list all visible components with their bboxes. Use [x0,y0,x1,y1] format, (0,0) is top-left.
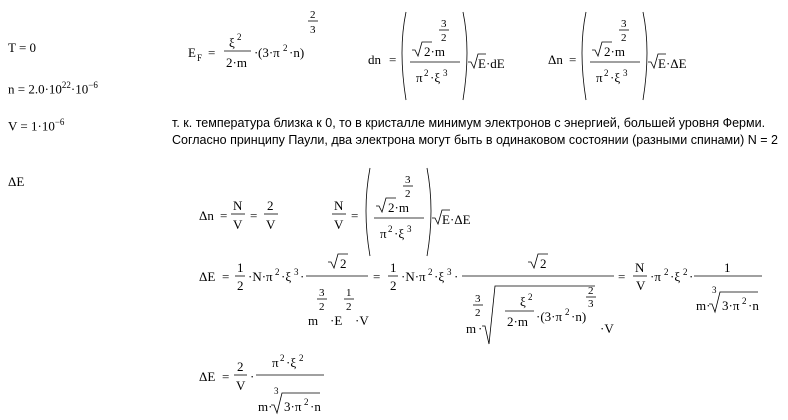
svg-text:2: 2 [390,278,397,293]
svg-text:=: = [569,52,577,67]
svg-text:2: 2 [237,32,242,42]
svg-text:·N·π: ·N·π [401,269,426,284]
svg-text:ΔE: ΔE [199,369,216,384]
svg-text:V: V [233,217,243,232]
svg-text:1: 1 [237,260,244,275]
svg-text:2: 2 [237,359,244,374]
volume-def: $V = 1\cdot 10^{-6}$ [8,117,65,134]
svg-text:=: = [373,269,381,284]
svg-text:3: 3 [588,298,594,310]
svg-text:2: 2 [275,267,280,277]
svg-text:V: V [236,378,246,393]
svg-text:2: 2 [528,292,533,302]
svg-text:=: = [250,208,258,223]
svg-text:ξ: ξ [229,35,235,50]
svg-text:2: 2 [340,256,347,271]
svg-text:·ξ: ·ξ [286,355,297,370]
svg-text:E·ΔE: E·ΔE [442,212,471,227]
svg-text:·n): ·n) [571,309,587,324]
svg-text:2: 2 [319,301,325,313]
svg-text:2: 2 [237,278,244,293]
svg-text:·ξ: ·ξ [430,70,441,85]
svg-text:Δn: Δn [548,52,563,67]
svg-text:=: = [208,45,216,60]
svg-text:2·m: 2·m [604,44,625,59]
svg-text:N: N [233,198,243,213]
svg-text:2: 2 [283,43,288,53]
svg-text:E·ΔE: E·ΔE [658,56,687,71]
svg-text:m: m [466,321,477,336]
svg-text:2: 2 [742,296,747,306]
svg-text:·π: ·π [650,269,661,284]
svg-text:2: 2 [405,188,411,200]
svg-text:·n: ·n [310,399,321,414]
svg-text:3: 3 [475,293,481,305]
svg-text:V: V [334,217,344,232]
svg-text:2: 2 [346,301,352,313]
svg-text:3: 3 [443,68,448,78]
svg-text:V: V [636,278,646,293]
svg-text:2·m: 2·m [388,200,409,215]
svg-text:N: N [635,260,645,275]
svg-text:1: 1 [346,287,352,299]
svg-text:2: 2 [683,267,688,277]
svg-text:3·π: 3·π [284,399,302,414]
svg-text:2: 2 [621,32,627,44]
svg-text:dn: dn [368,52,381,67]
svg-text:F: F [197,53,203,63]
svg-text:3: 3 [441,18,447,30]
svg-text:·: · [689,269,694,284]
svg-text:·: · [250,369,255,384]
svg-text:=: = [389,52,397,67]
explanation-text: т. к. температура близка к 0, то в кристалле минимум электронов с энергией, большей уровня Ферми. Согласно принципу Паули, два электрона могут быть в одинаковом состоянии (разными спинами) N = 2 [172,116,778,147]
concentration-def: $n = 2.0\cdot 10^{22}\cdot 10^{-6}$ [8,80,98,97]
svg-text:2: 2 [475,307,481,319]
svg-text:2: 2 [664,267,669,277]
svg-text:N: N [334,198,344,213]
svg-text:(3·π: (3·π [258,45,280,60]
fermi-energy-formula [188,9,318,70]
svg-text:3: 3 [407,224,412,234]
svg-text:3: 3 [294,267,299,277]
svg-text:3: 3 [319,287,325,299]
svg-text:·ξ: ·ξ [281,269,292,284]
svg-text:·N·π: ·N·π [248,269,273,284]
svg-text:2: 2 [604,68,609,78]
svg-text:·(3·π: ·(3·π [536,309,563,324]
svg-text:2: 2 [388,224,393,234]
svg-text:1: 1 [724,260,731,275]
svg-text:π: π [596,70,603,85]
svg-text:3: 3 [621,18,627,30]
svg-text:2: 2 [565,307,570,317]
svg-text:=: = [222,269,230,284]
svg-text:·: · [454,269,459,284]
svg-text:π: π [380,226,387,241]
svg-text:=: = [220,208,228,223]
svg-text:2: 2 [304,397,309,407]
svg-text:E·dE: E·dE [478,56,505,71]
svg-text:·: · [478,321,483,336]
svg-text:m: m [308,313,319,328]
svg-text:2: 2 [267,198,274,213]
temperature-def: T = 0 [8,40,37,55]
svg-text:ξ: ξ [520,294,526,309]
svg-text:·V: ·V [355,313,369,328]
delta-n-formula-top [548,12,687,100]
svg-text:2: 2 [441,32,447,44]
svg-text:2·m: 2·m [424,44,445,59]
svg-text:2: 2 [280,353,285,363]
svg-text:π: π [272,355,279,370]
svg-text:·: · [300,269,305,284]
svg-text:·n): ·n) [289,45,305,60]
svg-text:2: 2 [588,285,594,297]
delta-n-ratio [199,198,278,232]
svg-text:3·π: 3·π [722,298,740,313]
svg-text:·: · [254,45,259,60]
svg-text:ΔE: ΔE [199,269,216,284]
svg-text:3: 3 [712,285,717,295]
svg-text:=: = [351,208,359,223]
svg-text:Δn: Δn [199,208,214,223]
svg-text:2·m: 2·m [507,314,528,329]
delta-e-derivation [199,254,762,344]
svg-text:2·m: 2·m [226,55,247,70]
svg-text:m·: m· [696,298,711,313]
svg-text:·n: ·n [748,298,759,313]
svg-text:·V: ·V [600,321,614,336]
svg-text:·ξ: ·ξ [610,70,621,85]
svg-text:m·: m· [258,399,273,414]
svg-text:V: V [266,217,276,232]
svg-text:=: = [618,269,626,284]
svg-text:=: = [222,369,230,384]
svg-text:·ξ: ·ξ [434,269,445,284]
svg-text:E: E [188,45,196,60]
svg-text:2: 2 [540,256,547,271]
svg-text:·ξ: ·ξ [670,269,681,284]
svg-text:2: 2 [310,9,316,21]
svg-text:·ξ: ·ξ [394,226,405,241]
svg-text:2: 2 [428,267,433,277]
delta-e-label: ΔE [8,174,25,189]
n-over-v-formula [332,168,471,256]
svg-text:π: π [416,70,423,85]
svg-text:3: 3 [274,386,279,396]
svg-text:1: 1 [390,260,397,275]
svg-text:·E: ·E [330,313,343,328]
svg-text:2: 2 [299,353,304,363]
svg-text:3: 3 [310,24,316,36]
delta-e-final [199,353,324,414]
dn-formula [368,12,505,100]
svg-text:3: 3 [405,174,411,186]
svg-text:3: 3 [447,267,452,277]
svg-text:3: 3 [623,68,628,78]
svg-text:2: 2 [424,68,429,78]
